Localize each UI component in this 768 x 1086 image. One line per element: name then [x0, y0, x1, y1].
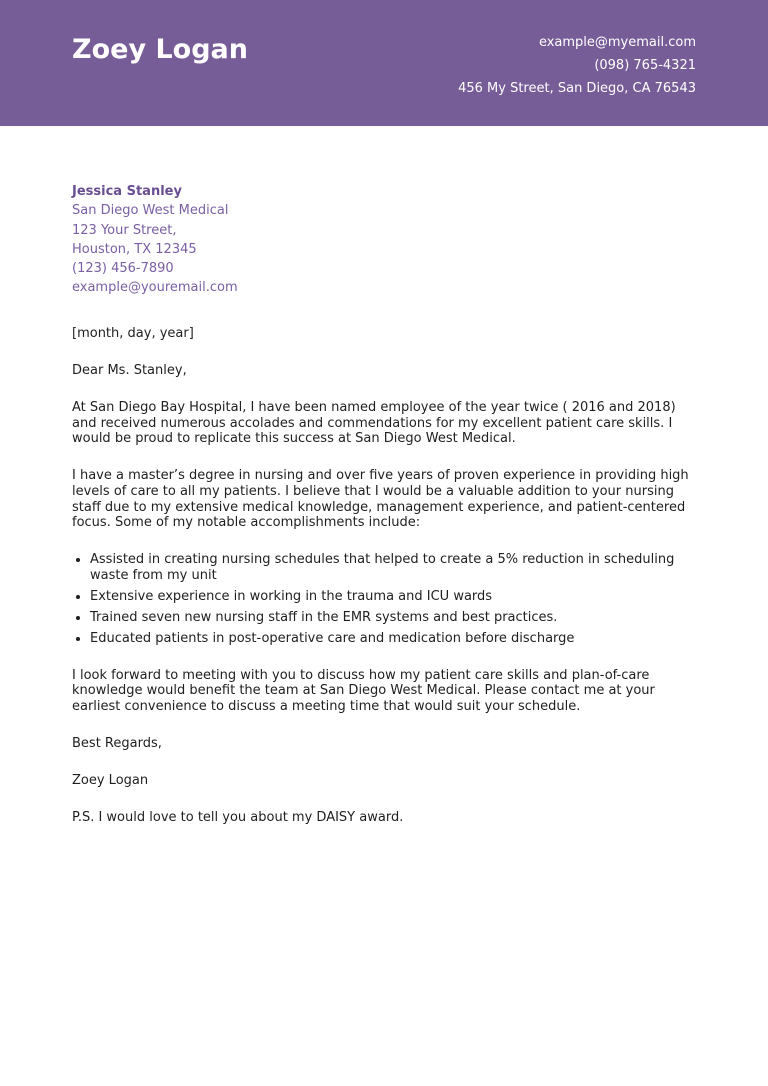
- list-item: • Assisted in creating nursing schedules that helped to create a 5% reduction in scheduling waste from my unit: [90, 552, 702, 583]
- letter-date: [month, day, year]: [72, 326, 194, 341]
- paragraph-closing: I look forward to meeting with you to discuss how my patient care skills and plan-of-care knowledge would benefit the team at San Diego West Medical. Please contact me at your earliest convenience to discuss a meeting time that would suit your schedule.: [72, 667, 655, 714]
- sender-email: example@myemail.com: [538, 35, 696, 50]
- sender-phone: (098) 765-4321: [594, 58, 696, 73]
- recipient-company: San Diego West Medical: [72, 203, 229, 219]
- recipient-phone: (123) 456-7890: [72, 261, 174, 277]
- letter-body: [72, 326, 702, 847]
- closing-phrase: Best Regards,: [72, 736, 162, 752]
- signature-name: Zoey Logan: [72, 773, 149, 789]
- accomplishments-list: [72, 552, 702, 646]
- list-item: • Trained seven new nursing staff in the EMR systems and best practices.: [90, 610, 702, 626]
- list-item: • Extensive experience in working in the trauma and ICU wards: [90, 589, 702, 605]
- sender-address: 456 My Street, San Diego, CA 76543: [458, 81, 696, 96]
- sender-name: Zoey Logan: [72, 34, 248, 65]
- list-item: • Educated patients in post-operative care and medication before discharge: [90, 631, 702, 647]
- recipient-name: Jessica Stanley: [72, 184, 182, 199]
- recipient-block: [72, 182, 238, 298]
- paragraph-qualifications: I have a master’s degree in nursing and over five years of proven experience in providing high levels of care to all my patients. I believe that I would be a valuable addition to your nursing staff due to my extensive medical knowledge, management experience, and patient-centered focus. Some of my notable accomplishments include:: [72, 468, 689, 531]
- postscript: P.S. I would love to tell you about my DAISY award.: [72, 810, 404, 826]
- recipient-email: example@youremail.com: [72, 280, 238, 296]
- recipient-street: 123 Your Street,: [72, 222, 177, 238]
- salutation: Dear Ms. Stanley,: [72, 363, 187, 379]
- letterhead-banner: [0, 0, 768, 126]
- sender-contact-block: [458, 31, 696, 100]
- paragraph-intro: At San Diego Bay Hospital, I have been named employee of the year twice ( 2016 and 2018) and received numerous accolades and commendations for my excellent patient care skills. I would be proud to replicate this success at San Diego West Medical.: [72, 400, 676, 447]
- recipient-city: Houston, TX 12345: [72, 241, 197, 257]
